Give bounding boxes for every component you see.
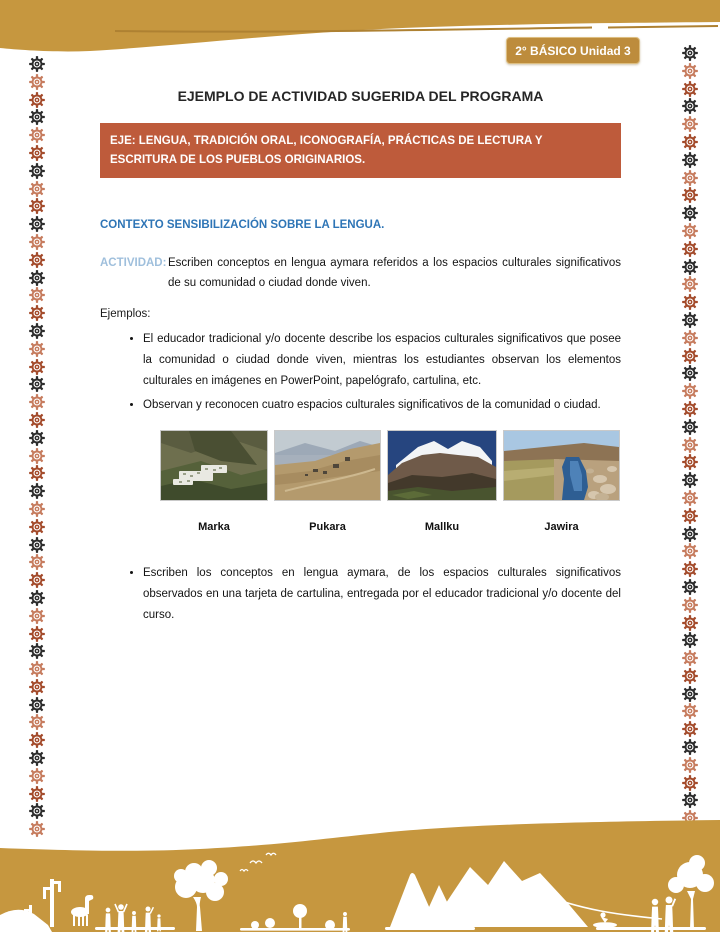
gear-motif-icon: [29, 145, 45, 161]
gear-motif-icon: [682, 98, 698, 114]
gear-motif-icon: [682, 419, 698, 435]
photo-caption: Marka: [198, 521, 230, 533]
gear-motif-icon: [682, 650, 698, 666]
left-border-pattern: [29, 56, 45, 837]
gear-motif-icon: [682, 365, 698, 381]
gear-motif-icon: [29, 198, 45, 214]
gear-motif-icon: [29, 412, 45, 428]
gear-motif-icon: [682, 294, 698, 310]
gear-motif-icon: [29, 643, 45, 659]
gear-motif-icon: [682, 330, 698, 346]
gear-motif-icon: [682, 508, 698, 524]
gear-motif-icon: [682, 454, 698, 470]
gear-motif-icon: [29, 697, 45, 713]
gear-motif-icon: [682, 703, 698, 719]
gear-motif-icon: [682, 490, 698, 506]
activity-label: ACTIVIDAD:: [100, 257, 167, 269]
gear-motif-icon: [29, 270, 45, 286]
gear-motif-icon: [682, 187, 698, 203]
pukara-hill-photo: [274, 430, 381, 501]
jawira-river-photo: [503, 430, 620, 501]
gear-motif-icon: [682, 632, 698, 648]
gear-motif-icon: [29, 163, 45, 179]
gear-motif-icon: [682, 472, 698, 488]
gear-motif-icon: [29, 181, 45, 197]
photo-caption: Mallku: [424, 521, 460, 533]
gear-motif-icon: [682, 775, 698, 791]
gear-motif-icon: [29, 768, 45, 784]
gear-motif-icon: [29, 234, 45, 250]
gear-motif-icon: [682, 152, 698, 168]
right-border-pattern: [682, 45, 698, 826]
gear-motif-icon: [29, 590, 45, 606]
photo-caption: Pukara: [309, 521, 346, 533]
gear-motif-icon: [682, 45, 698, 61]
gear-motif-icon: [682, 276, 698, 292]
gear-motif-icon: [29, 56, 45, 72]
gear-motif-icon: [29, 750, 45, 766]
activity-paragraph: [100, 253, 621, 293]
document-content: [100, 80, 621, 629]
gear-motif-icon: [682, 312, 698, 328]
gear-motif-icon: [29, 287, 45, 303]
gear-motif-icon: [682, 205, 698, 221]
gear-motif-icon: [29, 448, 45, 464]
gear-motif-icon: [29, 572, 45, 588]
eje-banner: EJE: LENGUA, TRADICIÓN ORAL, ICONOGRAFÍA, PRÁCTICAS DE LECTURA Y ESCRITURA DE LOS PUEBLOS ORIGINARIOS.: [100, 123, 621, 178]
gear-motif-icon: [29, 608, 45, 624]
gear-motif-icon: [682, 116, 698, 132]
gear-motif-icon: [682, 134, 698, 150]
footer-landscape-art: [0, 815, 720, 932]
gear-motif-icon: [682, 686, 698, 702]
gear-motif-icon: [29, 216, 45, 232]
gear-motif-icon: [29, 341, 45, 357]
gear-motif-icon: [29, 501, 45, 517]
gear-motif-icon: [682, 757, 698, 773]
gear-motif-icon: [29, 394, 45, 410]
gallery-figure: [160, 430, 268, 533]
gallery-figure: [387, 430, 497, 533]
gear-motif-icon: [682, 63, 698, 79]
gear-motif-icon: [29, 359, 45, 375]
gear-motif-icon: [682, 170, 698, 186]
gear-motif-icon: [29, 92, 45, 108]
gear-motif-icon: [29, 661, 45, 677]
gear-motif-icon: [682, 526, 698, 542]
context-heading: CONTEXTO SENSIBILIZACIÓN SOBRE LA LENGUA.: [100, 219, 385, 231]
gear-motif-icon: [682, 597, 698, 613]
gear-motif-icon: [682, 437, 698, 453]
gear-motif-icon: [682, 401, 698, 417]
gear-motif-icon: [682, 543, 698, 559]
mallku-mountain-photo: [387, 430, 497, 501]
gear-motif-icon: [29, 127, 45, 143]
gear-motif-icon: [29, 323, 45, 339]
gear-motif-icon: [682, 792, 698, 808]
gear-motif-icon: [682, 721, 698, 737]
gear-motif-icon: [682, 668, 698, 684]
gear-motif-icon: [29, 430, 45, 446]
gear-motif-icon: [29, 483, 45, 499]
gear-motif-icon: [682, 615, 698, 631]
examples-label: Ejemplos:: [100, 308, 151, 320]
bullet-list: [100, 563, 621, 626]
gallery: [160, 430, 621, 533]
gear-motif-icon: [29, 626, 45, 642]
bullet-item: • El educador tradicional y/o docente describe los espacios culturales significativos que posee la comunidad o ciudad donde viven, mientras los estudiantes observan los elementos culturales en imágenes en PowerPoint, papelógrafo, cartulina, etc.: [143, 329, 621, 392]
gear-motif-icon: [682, 383, 698, 399]
gear-motif-icon: [682, 241, 698, 257]
gallery-figure: [274, 430, 381, 533]
gear-motif-icon: [682, 348, 698, 364]
unit-badge: 2° BÁSICO Unidad 3: [506, 37, 640, 64]
gear-motif-icon: [29, 519, 45, 535]
gear-motif-icon: [29, 554, 45, 570]
gear-motif-icon: [29, 465, 45, 481]
bullet-item: • Escriben los conceptos en lengua aymara, de los espacios culturales significativos observados en una tarjeta de cartulina, entregada por el educador tradicional y/o docente del curso.: [143, 563, 621, 626]
gear-motif-icon: [29, 109, 45, 125]
gear-motif-icon: [682, 259, 698, 275]
marka-village-photo: [160, 430, 268, 501]
bullet-item: • Observan y reconocen cuatro espacios culturales significativos de la comunidad o ciudad.: [143, 395, 621, 416]
gear-motif-icon: [682, 579, 698, 595]
gear-motif-icon: [682, 561, 698, 577]
gear-motif-icon: [682, 81, 698, 97]
bullet-list: [100, 329, 621, 416]
gear-motif-icon: [29, 74, 45, 90]
gear-motif-icon: [29, 714, 45, 730]
activity-text: Escriben conceptos en lengua aymara referidos a los espacios culturales significativos de su comunidad o ciudad donde viven.: [168, 257, 621, 289]
gear-motif-icon: [29, 786, 45, 802]
gear-motif-icon: [29, 537, 45, 553]
gallery-figure: [503, 430, 620, 533]
gear-motif-icon: [29, 732, 45, 748]
page-title: EJEMPLO DE ACTIVIDAD SUGERIDA DEL PROGRAMA: [177, 88, 544, 104]
gear-motif-icon: [682, 739, 698, 755]
gear-motif-icon: [29, 305, 45, 321]
gear-motif-icon: [29, 252, 45, 268]
photo-caption: Jawira: [544, 521, 579, 533]
gear-motif-icon: [682, 223, 698, 239]
gear-motif-icon: [29, 679, 45, 695]
gear-motif-icon: [29, 376, 45, 392]
